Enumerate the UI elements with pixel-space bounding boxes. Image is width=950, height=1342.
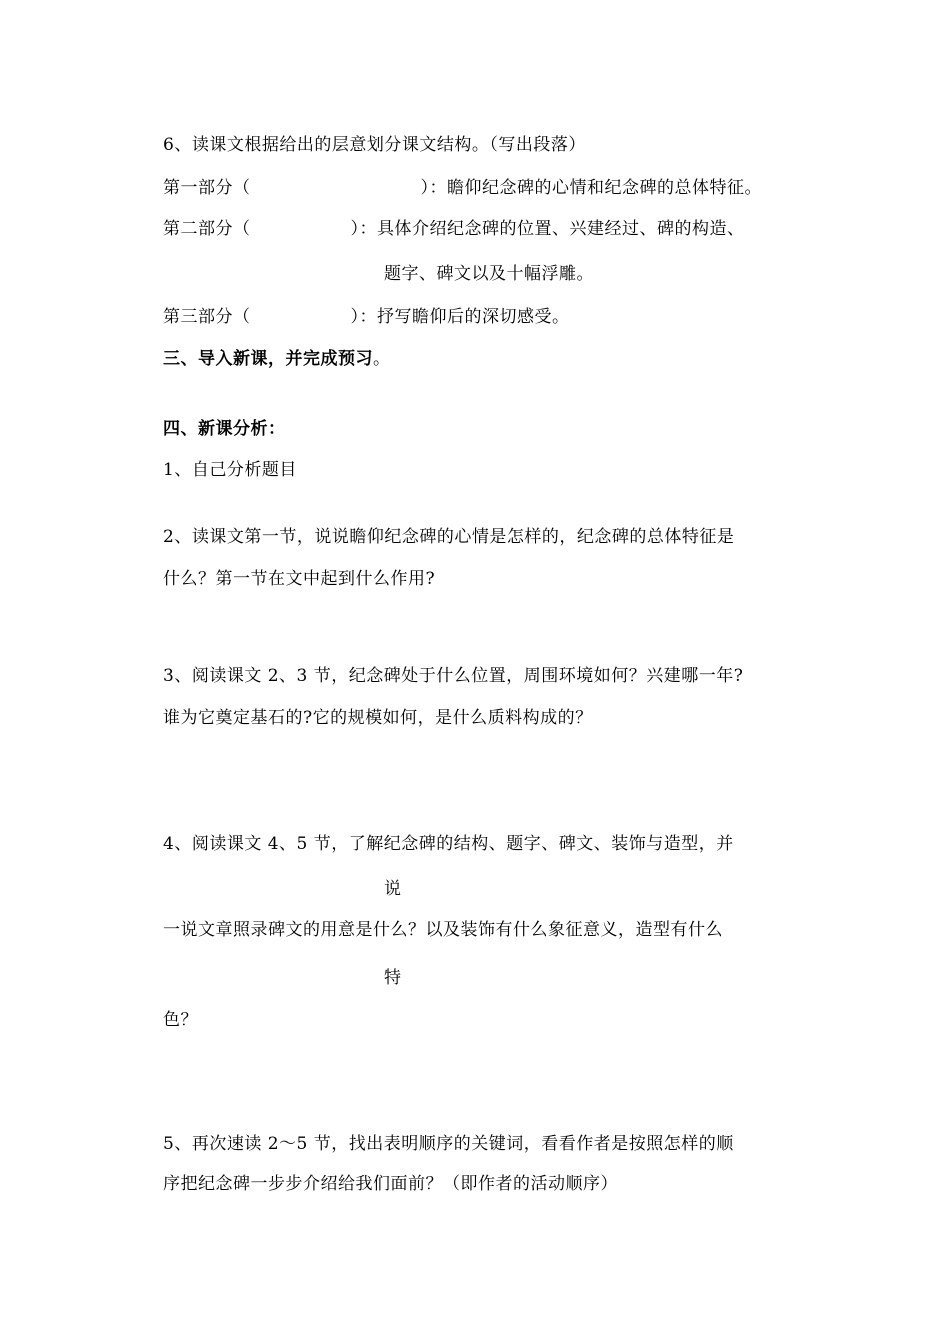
q6-title: 6、读课文根据给出的层意划分课文结构。（写出段落） (163, 135, 586, 155)
item4-line3: 一说文章照录碑文的用意是什么？以及装饰有什么象征意义，造型有什么 (163, 920, 723, 940)
part3-line (163, 305, 570, 329)
item5-line1: 5、再次速读 2～5 节，找出表明顺序的关键词，看看作者是按照怎样的顺 (163, 1134, 734, 1154)
part1-label: 第一部分（ (163, 178, 251, 198)
item2-line2: 什么？第一节在文中起到什么作用? (163, 569, 436, 589)
item2-line1: 2、读课文第一节，说说瞻仰纪念碑的心情是怎样的，纪念碑的总体特征是 (163, 527, 735, 547)
item1: 1、自己分析题目 (163, 460, 297, 480)
part2-continuation: 题字、碑文以及十幅浮雕。 (384, 264, 594, 284)
item3-line2: 谁为它奠定基石的?它的规模如何，是什么质料构成的？ (163, 708, 593, 728)
item5-line2: 序把纪念碑一步步介绍给我们面前？（即作者的活动顺序） (163, 1174, 618, 1194)
part2-line (163, 217, 745, 241)
part2-text: ）：具体介绍纪念碑的位置、兴建经过、碑的构造、 (350, 219, 745, 239)
part1-line (163, 176, 762, 200)
section3-period: 。 (373, 349, 391, 369)
part1-text: ）：瞻仰纪念碑的心情和纪念碑的总体特征。 (420, 178, 762, 198)
part3-text: ）：抒写瞻仰后的深切感受。 (350, 307, 570, 327)
item4-line1: 4、阅读课文 4、5 节，了解纪念碑的结构、题字、碑文、装饰与造型，并 (163, 834, 734, 854)
item3-line1: 3、阅读课文 2、3 节，纪念碑处于什么位置，周围环境如何？兴建哪一年? (163, 666, 744, 686)
section4-heading: 四、新课分析： (163, 419, 286, 439)
section3-heading: 三、导入新课，并完成预习 (163, 349, 373, 369)
item4-line4: 特 (384, 968, 402, 988)
item4-line5: 色？ (163, 1010, 198, 1030)
section3-line (163, 347, 391, 371)
part2-label: 第二部分（ (163, 219, 251, 239)
part3-label: 第三部分（ (163, 307, 251, 327)
item4-line2: 说 (384, 879, 402, 899)
